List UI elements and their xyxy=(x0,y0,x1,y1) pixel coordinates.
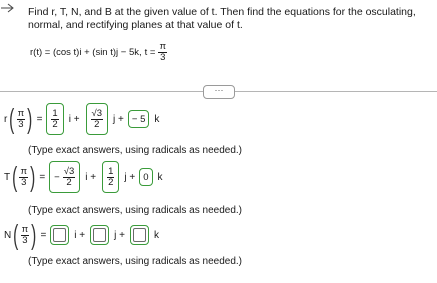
r-arg-numerator: π xyxy=(17,107,25,119)
t-arg-numerator: π xyxy=(20,165,27,177)
r-symbol: r xyxy=(4,113,8,125)
t-instruction: (Type exact answers, using radicals as needed.) xyxy=(28,205,242,216)
t-open-paren: ( xyxy=(12,161,18,192)
n-open-paren: ( xyxy=(13,219,19,250)
n-instruction: (Type exact answers, using radicals as needed.) xyxy=(28,256,242,267)
r-arg-fraction xyxy=(17,109,26,130)
t-i-denominator: 2 xyxy=(66,176,72,188)
n-j-input-box[interactable] xyxy=(90,225,109,245)
n-k-input-box[interactable] xyxy=(130,225,149,245)
n-j-label: j + xyxy=(114,229,125,241)
r-arg-denominator: 3 xyxy=(18,118,24,130)
n-arg-denominator: 3 xyxy=(22,234,28,246)
t-i-label: i + xyxy=(85,171,97,183)
n-k-input[interactable] xyxy=(133,228,146,242)
n-close-paren: ) xyxy=(31,219,37,250)
t-j-denominator: 2 xyxy=(108,176,114,188)
r-j-answer[interactable] xyxy=(86,103,109,135)
problem-statement: Find r, T, N, and B at the given value of t. Then find the equations for the osculating, normal, and rectifying planes at that value of t. xyxy=(28,6,416,31)
t-j-label: j + xyxy=(124,171,136,183)
r-answer-row xyxy=(4,103,159,135)
r-close-paren: ) xyxy=(27,103,33,134)
t-j-numerator: 1 xyxy=(108,165,114,177)
n-k-label: k xyxy=(153,229,159,241)
function-definition: r(t) = (cos t)i + (sin t)j − 5k, xyxy=(30,47,142,58)
t-i-answer[interactable] xyxy=(49,161,80,193)
t-value-denominator: 3 xyxy=(160,52,166,63)
n-equals: = xyxy=(40,229,47,241)
t-symbol: T xyxy=(4,171,11,183)
t-close-paren: ) xyxy=(30,161,36,192)
t-i-numerator: √3 xyxy=(63,165,75,177)
n-arg-fraction xyxy=(21,225,30,246)
r-equals: = xyxy=(36,113,43,125)
r-instruction: (Type exact answers, using radicals as needed.) xyxy=(28,145,242,156)
back-arrow-icon[interactable] xyxy=(0,2,14,24)
t-k-label: k xyxy=(157,171,163,183)
r-j-denominator: 2 xyxy=(94,118,100,130)
t-i-sign: − xyxy=(54,171,60,183)
t-answer-row xyxy=(4,161,163,193)
n-symbol: N xyxy=(4,229,12,241)
t-equals: = xyxy=(39,171,46,183)
n-i-label: i + xyxy=(74,229,86,241)
t-label: t = xyxy=(144,47,156,58)
t-arg-denominator: 3 xyxy=(21,176,27,188)
r-i-label: i + xyxy=(68,113,80,125)
t-value-numerator: π xyxy=(159,41,167,52)
r-i-denominator: 2 xyxy=(52,118,58,130)
n-j-input[interactable] xyxy=(93,228,106,242)
r-j-label: j + xyxy=(113,113,124,125)
r-k-answer[interactable]: − 5 xyxy=(128,110,149,128)
n-answer-row xyxy=(4,221,159,249)
r-i-numerator: 1 xyxy=(52,107,58,119)
n-i-input-box[interactable] xyxy=(50,225,69,245)
expand-button[interactable]: ··· xyxy=(203,85,235,99)
t-j-answer[interactable] xyxy=(102,161,119,193)
n-i-input[interactable] xyxy=(53,228,66,242)
t-k-answer[interactable]: 0 xyxy=(139,168,152,186)
r-k-label: k xyxy=(154,113,160,125)
r-open-paren: ( xyxy=(9,103,15,134)
t-value-fraction xyxy=(158,42,167,63)
n-arg-numerator: π xyxy=(21,223,29,235)
t-arg-fraction xyxy=(19,167,28,188)
r-i-answer[interactable] xyxy=(46,103,63,135)
r-j-numerator: √3 xyxy=(91,107,103,119)
given-function xyxy=(30,42,167,63)
